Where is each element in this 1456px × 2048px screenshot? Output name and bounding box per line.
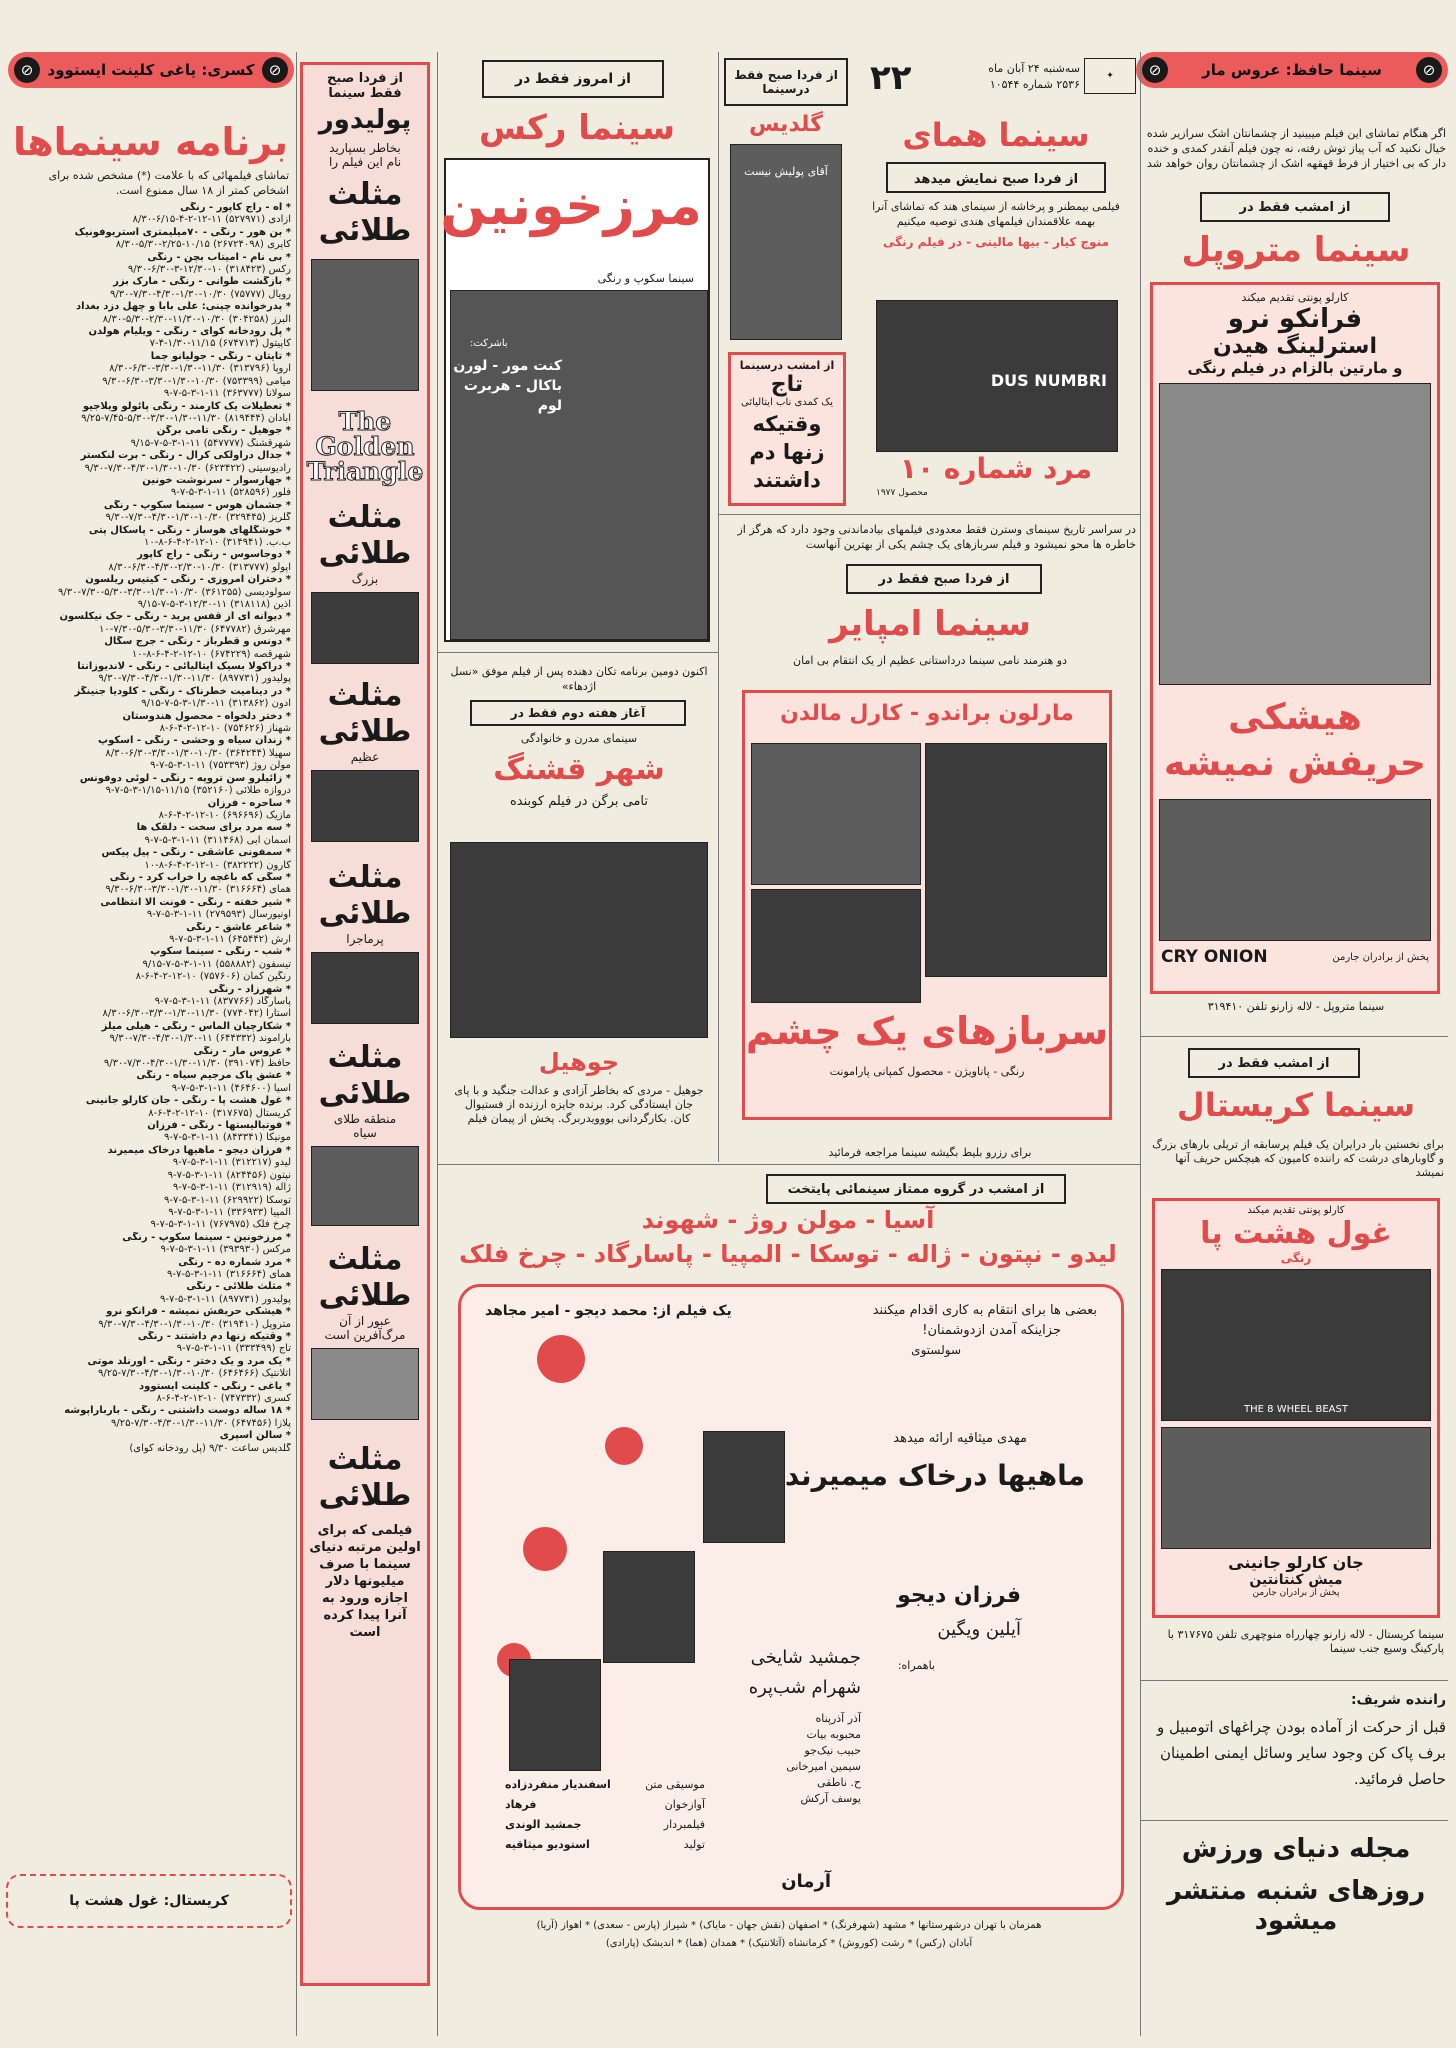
film-entry: * دیوانه ای از قفس پرید - رنگی - جک نیکلسون — [59, 611, 291, 623]
credit-role: فیلمبردار — [663, 1818, 705, 1831]
polidor-title-2: مثلث طلائی — [318, 500, 412, 571]
crystal-photo-truck — [1161, 1269, 1431, 1421]
film-entry: * یک مرد و یک دختر - رنگی - اورنلد موتی — [87, 1355, 291, 1367]
showtime-entry: شهرقشنگ (۵۴۷۷۷۷) ۱۱-۱-۳-۵-۷-۹/۱۵ — [130, 437, 291, 449]
rex-cast-label: باشرکت: — [470, 338, 508, 349]
polidor-from-tomorrow: از فردا صبح — [327, 71, 403, 86]
shahr-film: جوهیل — [538, 1048, 620, 1076]
polidor-ad — [300, 62, 430, 1986]
showtime-entry: مونیکا (۸۴۳۳۴۱) ۱۱-۱-۳-۵-۷-۹ — [164, 1132, 291, 1144]
sport-line-2: روزهای شنبه منتشر میشود — [1166, 1876, 1426, 1936]
taj-genre: یک کمدی ناب ایتالیائی — [741, 397, 833, 408]
showtime-entry: آتلانتیک (۶۴۶۴۶۶) ۱۰/۳۰-۱/۳۰-۴/۳۰-۷/۳۰-۹/۲۵ — [98, 1368, 291, 1380]
showtime-entry: مهرشرق (۶۴۷۷۸۲) ۱۱/۳۰-۳/۳۰-۵/۳۰-۷/۳۰-۱۰ — [98, 623, 291, 635]
polidor-caption-great: عظیم — [350, 750, 380, 764]
homa-desc: فیلمی بیمطنر و پرخاشه از سینمای هند که تماشای آنرا بهمه علاقمندان فیلمهای هندی توصیه میکنیم — [872, 200, 1120, 228]
credit-row — [505, 1775, 705, 1795]
polidor-photo-1 — [311, 259, 419, 391]
goldis-banner — [724, 58, 848, 106]
metropol-address: سینما متروپل - لاله زارنو تلفن ۳۱۹۴۱۰ — [1207, 1000, 1385, 1013]
rule-10 — [1140, 1820, 1448, 1821]
polidor-title-3: مثلث طلائی — [318, 678, 412, 749]
fish-star-1: فرزان دیجو — [897, 1583, 1021, 1608]
film-entry: * ۱۸ ساله دوست داشتنی - رنگی - بارباراپوشه — [64, 1405, 291, 1417]
film-entry: * بن هور - رنگی - ۷۰میلیمتری استریوفونیک — [74, 226, 291, 238]
showtime-entry: مازیک (۶۹۶۶۹۶) ۱۰-۱۲-۲-۴-۶-۸ — [158, 809, 291, 821]
homa-banner: از فردا صبح نمایش میدهد — [913, 172, 1079, 187]
fish-quote-3: سولستوی — [911, 1343, 961, 1357]
film-entry: * ساحره - فرزان — [207, 797, 291, 809]
right-banner — [1136, 52, 1448, 88]
crystal-presenter: کارلو پونتی تقدیم میکند — [1247, 1205, 1345, 1216]
showtime-entry: فلور (۵۲۸۵۹۶) ۱۱-۱-۳-۵-۷-۹ — [170, 487, 291, 499]
film-entry: * مرد شماره ده - رنگی — [178, 1256, 291, 1268]
film-entry: * جوهیل - رنگی تامی برگن — [156, 425, 291, 437]
credit-name: استودیو میثاقیه — [505, 1838, 590, 1851]
icon-circle-right-2: ⊘ — [1416, 57, 1442, 83]
showtime-entry: گلریز (۳۲۹۴۴۵) ۱۰/۳۰-۱/۳۰-۴/۳۰-۷/۳۰-۹/۳۰ — [105, 512, 291, 524]
empire-poster — [742, 690, 1112, 1120]
showtime-entry: رکس (۳۱۸۴۲۳) ۱۰-۱۲/۳۰-۳-۶/۳۰-۹/۳۰ — [127, 264, 291, 276]
metropol-banner: از امشب فقط در — [1239, 199, 1351, 215]
shahr-banner: آغاز هفته دوم فقط در — [510, 706, 646, 720]
film-entry: * مرزخونین - سینما سکوپ - رنگی — [122, 1231, 291, 1243]
cinema-list-footer — [6, 1874, 292, 1928]
crystal-intro: برای نخستین بار درایران یک فیلم پرسابقه از تریلی بارهای بزرگ و گاوبارهای درشت که راننده کامیون که هیچکس حریف آنها نمیشد — [1152, 1138, 1444, 1179]
taj-banner: از امشب درسینما — [739, 359, 835, 372]
fish-ad — [458, 1284, 1124, 1910]
film-entry: * عشق پاک مرجیم سیاه - رنگی — [136, 1070, 291, 1082]
rule-9 — [1140, 1680, 1448, 1681]
taj-cinema: تاج — [770, 372, 804, 397]
cinema-list-footer-text: کریستال: غول هشت پا — [69, 1893, 229, 1909]
empire-stars: مارلون براندو - کارل مالدن — [780, 701, 1074, 726]
fish-photo-figure — [509, 1659, 601, 1771]
rex-banner — [482, 60, 664, 98]
driver-notice — [1146, 1692, 1446, 1802]
credit-name: اسفندیار منفردزاده — [505, 1778, 611, 1791]
crystal-star-2: میش کنتانتین — [1249, 1572, 1343, 1588]
polidor-title-7: مثلث طلائی — [318, 1442, 412, 1513]
showtime-entry: کارون (۳۸۲۲۲۲) ۱۰-۱۲-۲-۴-۶-۸-۱۰ — [144, 859, 291, 871]
support-actor: ح. ناطقی — [817, 1776, 861, 1789]
fish-studio: آرمان — [781, 1871, 831, 1892]
empire-photo-fight — [751, 889, 921, 1003]
film-entry: * فرزان دیجو - ماهیها درخاک میمیرند — [107, 1144, 291, 1156]
film-entry: * شیر خفته - رنگی - فونت الا انتظامی — [100, 896, 291, 908]
polidor-caption-adventure: پرماجرا — [346, 932, 384, 946]
icon-circle-left-2: ⊘ — [1142, 57, 1168, 83]
support-actor: سیمین امیرخانی — [786, 1760, 861, 1773]
shahr-sub: سینمای مدرن و خانوادگی — [520, 732, 638, 745]
fish-splash-3 — [523, 1527, 567, 1571]
crystal-banner: از امشب فقط در — [1218, 1055, 1330, 1071]
rule-4 — [1140, 52, 1141, 2036]
metropol-intro: اگر هنگام تماشای این فیلم میبینید از چشمانتان اشک سرازیر شده خیال نکنید که آب پیاز توش رفته، نه چون فیلم آنقدر کمدی و خنده دار که بی اختیار از فرط قهقهه اشک از چشمانتان روان خواهد شد — [1146, 127, 1446, 170]
support-actor: حبیب نیک‌جو — [804, 1744, 861, 1757]
rex-film: مرزخونین — [440, 174, 702, 237]
goldis-banner-2: درسینما — [762, 82, 810, 96]
film-entry: * زندان سیاه و وحشی - رنگی - اسکوپ — [98, 735, 291, 747]
fish-presents: مهدی میثاقیه ارائه میدهد — [893, 1431, 1027, 1446]
showtime-entry: البرز (۳۰۴۲۵۸) ۱۰/۳۰-۱۱/۳۰-۲/۳۰-۵/۳۰-۸/۳۰ — [102, 313, 291, 325]
cinema-list-column — [8, 118, 293, 2038]
metropol-photo-cowboy — [1159, 383, 1431, 685]
film-entry: * دختر دلخواه - محصول هندوستان — [122, 710, 291, 722]
goldis-banner-1: از فردا صبح فقط — [734, 68, 838, 82]
crystal-english-title: THE 8 WHEEL BEAST — [1244, 1404, 1348, 1415]
credit-name: فرهاد — [505, 1798, 537, 1811]
metropol-banner-box — [1200, 192, 1390, 222]
metropol-star-2: استرلینگ هیدن — [1213, 334, 1377, 359]
taj-film: وقتیکه زنها دم داشتند — [749, 412, 825, 492]
goldis-poster — [730, 144, 842, 340]
rex-cast: کنت مور - لورن باکال - هربرت لوم — [453, 358, 562, 414]
homa-ad — [856, 116, 1136, 506]
showtime-entry: همای (۳۱۶۶۶۴) ۱۱/۳۰-۱/۳۰-۳/۳۰-۶/۳۰-۹/۳۰ — [105, 884, 291, 896]
film-entry: * بی نام - امیتاب بچن - رنگی — [147, 251, 291, 263]
showtime-entry: ژاله (۳۱۲۹۱۹) ۱۱-۱-۳-۵-۷-۹ — [172, 1182, 291, 1194]
film-entry: * سگی که باغچه را خراب کرد - رنگی — [109, 871, 291, 883]
fish-photo-woman — [603, 1551, 695, 1663]
film-entry: * شهرزاد - رنگی — [208, 983, 291, 995]
film-entry: * خوشگلهای هوساز - رنگی - پاسکال پتی — [88, 524, 291, 536]
crystal-banner-box — [1188, 1048, 1360, 1078]
cinema-list-title: برنامه سینماها — [13, 120, 288, 164]
shahr-star: تامی برگن در فیلم کوبنده — [509, 794, 649, 809]
showtime-entry: متروپل (۳۱۹۴۱۰) ۱۰/۳۰-۱/۳۰-۴/۳۰-۷/۳۰-۹/۳۰ — [98, 1318, 291, 1330]
fish-with-label: باهمراه: — [897, 1659, 935, 1672]
rex-cinema: سینما رکس — [479, 108, 675, 148]
credit-row — [505, 1795, 705, 1815]
credit-name: جمشید الوندی — [505, 1818, 582, 1831]
fish-support-list — [741, 1711, 861, 1807]
showtime-entry: پولیدور (۸۹۷۷۳۱) ۱۱/۳۰-۱/۳۰-۴/۳۰-۷/۳۰-۹/۳۰ — [98, 673, 291, 685]
showtime-entry: سولانا (۳۶۳۷۷۷) ۱۱-۱-۳-۵-۷-۹ — [163, 388, 291, 400]
showtime-entry: شهرقصه (۶۷۴۲۲۹) ۱۰-۱۲-۲-۴-۶-۸-۱۰ — [131, 648, 291, 660]
film-entry: * عروس مار - رنگی — [193, 1045, 291, 1057]
showtime-entry: حافظ (۳۹۱۰۷۴) ۱۱/۳۰-۱/۳۰-۴/۳۰-۷/۳۰-۹/۳۰ — [103, 1058, 291, 1070]
showtime-entry: مرکس (۳۹۳۹۳۰) ۱۱-۱-۳-۵-۷-۹ — [160, 1244, 291, 1256]
film-entry: * پدرخوانده چینی: علی بابا و چهل دزد بغداد — [76, 301, 291, 313]
fish-splash-2 — [605, 1427, 643, 1465]
showtime-entry: آپولو (۳۱۳۷۷۷) ۱۰/۳۰-۲/۳۰-۴/۳۰-۶/۳۰-۸/۳۰ — [108, 561, 291, 573]
film-entry: * زائیلرو سن تروپه - رنگی - لوئی دوفونس — [79, 772, 291, 784]
film-entry: * یاغی - رنگی - کلینت ایستوود — [138, 1380, 291, 1392]
polidor-photo-6 — [311, 1348, 419, 1420]
homa-credits: منوج کیار - بیها مالینی - در فیلم رنگی — [882, 235, 1110, 249]
showtime-entry: گلدیس ساعت ۹/۳۰ (پل رودخانه کوای) — [129, 1442, 291, 1454]
polidor-cinema-name: پولیدور — [318, 105, 412, 135]
showtime-entry: پولیدور (۸۹۷۷۳۱) ۱۱-۱-۳-۵-۷-۹ — [159, 1293, 291, 1305]
empire-producer: رنگی - پاناویژن - محصول کمپانی پارامونت — [829, 1065, 1025, 1078]
crystal-poster — [1152, 1198, 1440, 1618]
polidor-caption-passage-1: عبور از آن — [339, 1314, 391, 1328]
showtime-entry: باراموند (۶۴۴۳۳۲) ۱۱-۱/۳۰-۴/۳۰-۷/۳۰-۹/۳۰ — [109, 1033, 291, 1045]
empire-cinema: سینما امپایر — [829, 604, 1031, 644]
polidor-photo-3 — [311, 770, 419, 842]
showtime-entry: میامی (۷۵۳۳۹۹) ۱۰/۳۰-۱/۳۰-۳/۳۰-۶/۳۰-۹/۳۰ — [102, 375, 291, 387]
film-entry: * بازگشت طوانی - رنگی - مارک بزر — [113, 276, 291, 288]
film-entry: * سه مرد برای سخت - دلقک ها — [136, 822, 291, 834]
showtime-entry: تیسفون (۵۵۸۸۸۲) ۱۱-۱-۳-۵-۷-۹/۱۵ — [142, 958, 291, 970]
crystal-cinema: سینما کریستال — [1176, 1086, 1416, 1124]
empire-banner-box — [846, 564, 1042, 594]
homa-note: محصول ۱۹۷۷ — [876, 488, 928, 498]
film-entry: * دراکولا بسیک ایتالیائی - رنگی - لاندیوزانتا — [77, 661, 291, 673]
showtime-entry: المپیا (۳۳۶۹۳۳) ۱۱-۱-۳-۵-۷-۹ — [168, 1206, 291, 1218]
showtime-entry: ب.ب. (۳۱۴۹۴۱) ۱۰-۱۲-۲-۴-۶-۸-۱۰ — [144, 536, 291, 548]
film-entry: * مثلث طلائی - رنگی — [186, 1281, 291, 1293]
film-entry: * شاعر عاشق - رنگی — [186, 921, 291, 933]
showtime-entry: کاپیتول (۶۷۴۷۱۳) ۱۱/۱۵-۱/۳۰-۴-۷ — [149, 338, 291, 350]
fish-splash-1 — [537, 1335, 585, 1383]
shahr-banner-box — [470, 700, 686, 726]
showtime-entry: آبادان (۸۱۹۴۴۴) ۱۱/۳۰-۱/۳۰-۳/۳۰-۵/۳۰-۷/۴۵-۹/۲۵ — [81, 412, 291, 424]
showtime-entry: آسیا (۴۶۴۶۰۰) ۱۱-۱-۳-۵-۷-۹ — [171, 1082, 291, 1094]
polidor-photo-4 — [311, 952, 419, 1024]
credit-row — [505, 1815, 705, 1835]
rule-1 — [296, 52, 297, 2036]
showtime-entry: رویال (۷۵۷۷۷) ۱۰/۳۰-۱/۳۰-۴/۳۰-۷/۳۰-۹/۳۰ — [109, 288, 291, 300]
empire-film: سربازهای یک چشم — [745, 1009, 1109, 1053]
showtime-entry: تاج (۳۳۳۴۹۹) ۱۱-۱-۳-۵-۷-۹ — [176, 1343, 291, 1355]
shahr-photo — [450, 842, 708, 1038]
empire-intro: در سراسر تاریخ سینمای وسترن فقط معدودی فیلمهای بیادماندنی وجود دارد که هرگز از خاطره ها محو نمیشود و فیلم سربازهای یک چشم یکی از بهترین آنهاست — [737, 523, 1136, 551]
showtime-entry: سهیلا (۳۶۴۲۴۴) ۱۰/۳۰-۱/۳۰-۳/۳۰-۶/۳۰-۸/۳۰ — [105, 747, 291, 759]
empire-photo-brando — [751, 743, 921, 885]
right-banner-text: سینما حافظ: عروس مار — [1202, 61, 1382, 79]
driver-body: قبل از حرکت از آماده بودن چراغهای اتومبیل و برف پاک کن وجود سایر وسائل ایمنی اطمینان حاصل فرمائید. — [1157, 1718, 1446, 1788]
polidor-title-4: مثلث طلائی — [318, 860, 412, 931]
showtime-entry: شهناز (۷۵۴۶۲۶) ۱۰-۱۲-۲-۴-۶-۸ — [159, 723, 291, 735]
showtime-entry: آسمان آبی (۳۱۱۴۶۸) ۱۱-۱-۳-۵-۷-۹ — [144, 834, 291, 846]
showtime-entry: پاسارگاد (۸۳۷۷۶۶) ۱۱-۱-۳-۵-۷-۹ — [154, 996, 291, 1007]
credit-role: تولید — [683, 1838, 705, 1851]
film-entry: * جدال دراولکی کرال - رنگی - برت لنکستر — [80, 450, 291, 462]
support-actor: آذر آذرپناه — [815, 1712, 861, 1725]
fish-footer-1: همزمان با تهران درشهرستانها * مشهد (شهرفرنگ) * اصفهان (نقش جهان - مایاک) * شیراز (پارس - سعدی) * اهواز (آریا) — [536, 1920, 1042, 1931]
issue-header — [860, 58, 1140, 108]
metropol-english-title: CRY ONION — [1161, 947, 1268, 967]
film-entry: * سمفونی عاشقی - رنگی - پیل پیکس — [101, 847, 291, 859]
film-entry: * تعطیلات یک کارمند - رنگی پائولو ویلاجیو — [82, 400, 291, 412]
polidor-tagline-2: نام این فیلم را — [328, 155, 402, 169]
showtime-entry: کریستال (۳۱۷۶۷۵) ۱۰-۱۲-۲-۴-۶-۸ — [148, 1107, 291, 1119]
shahr-cinema: شهر قشنگ — [493, 752, 665, 787]
showtime-entry: همای (۳۱۶۶۶۴) ۱۱-۱-۳-۵-۷-۹ — [166, 1268, 291, 1280]
polidor-caption-zone-2: سیاه — [353, 1126, 377, 1140]
rule-3 — [718, 52, 719, 1162]
rule-6 — [718, 514, 1140, 515]
metropol-star-1: فرانکو نرو — [1227, 304, 1363, 334]
showtime-entry: رادیوسیتی (۶۲۳۴۲۲) ۱۰/۳۰-۱/۳۰-۴/۳۰-۷/۳۰-۹/۳۰ — [84, 462, 291, 474]
polidor-title-6: مثلث طلائی — [318, 1242, 412, 1313]
polidor-english-title: The Golden Triangle — [306, 407, 424, 486]
rex-format: سینما سکوپ و رنگی — [597, 272, 694, 285]
showtime-entry: لیدو (۳۱۲۲۱۷) ۱۱-۱-۳-۵-۷-۹ — [172, 1157, 291, 1169]
polidor-photo-2 — [311, 592, 419, 664]
fish-star-2: آیلین ویگین — [937, 1619, 1021, 1640]
film-entry: * دونس و قطرباز - رنگی - جرج سگال — [104, 636, 291, 648]
shahr-intro: اکنون دومین برنامه تکان دهنده پس از فیلم موفق «نسل اژدهاء» — [450, 665, 708, 693]
fish-footer-2: آبادان (رکس) * رشت (کوروش) * کرمانشاه (آتلانتیک) * همدان (هما) * اندیشک (پارادی) — [605, 1938, 973, 1949]
fish-credits-list — [505, 1775, 705, 1855]
showtime-entry: چرخ فلک (۷۶۷۹۷۵) ۱۱-۱-۳-۵-۷-۹ — [150, 1219, 291, 1231]
support-actor: یوسف آرکش — [800, 1792, 861, 1805]
fish-photo-man — [703, 1431, 785, 1543]
capital-banner-box — [766, 1174, 1066, 1204]
film-entry: * هیشکی حریفش نمیشه - فرانکو نرو — [106, 1306, 291, 1318]
polidor-title-1: مثلث طلائی — [318, 177, 412, 248]
empire-photo-horse — [925, 743, 1107, 977]
film-entry: * غول هشت پا - رنگی - جان کارلو جانینی — [85, 1095, 291, 1107]
icon-circle-left: ⊘ — [14, 57, 40, 83]
left-banner — [8, 52, 294, 88]
empire-booking: برای رزرو بلیط بگیشه سینما مراجعه فرمائید — [828, 1146, 1032, 1159]
film-entry: * شکارچیان الماس - رنگی - هیلی میلز — [101, 1020, 291, 1032]
film-entry: * آه - راج کاپور - رنگی — [180, 202, 291, 213]
film-entry: * فوتبالیستها - رنگی - فرزان — [147, 1120, 291, 1132]
showtime-entry: پلازا (۶۴۷۴۵۶) ۱۱/۳۰-۱/۳۰-۴/۳۰-۷/۳۰-۹/۲۵ — [111, 1417, 291, 1429]
crystal-distributor: پخش از برادران جارمن — [1252, 1588, 1340, 1598]
rex-banner-text: از امروز فقط در — [515, 71, 631, 87]
rule-8 — [1140, 1036, 1448, 1037]
polidor-caption-big: بزرگ — [351, 572, 379, 586]
rex-poster — [440, 158, 710, 642]
polidor-title-5: مثلث طلائی — [318, 1040, 412, 1111]
date-line: سه‌شنبه ۲۴ آبان ماه — [988, 62, 1080, 75]
polidor-photo-5 — [311, 1146, 419, 1226]
film-entry: * سالن اسپری — [219, 1430, 291, 1442]
showtime-entry: دروازه طلائی (۳۵۲۱۶۰) ۱۱/۱۵-۱/۱۵-۳-۵-۷-۹ — [105, 785, 291, 797]
capital-banner: از امشب در گروه ممتاز سینمائی پایتخت — [787, 1181, 1045, 1197]
capital-line-2: لیدو - نپتون - ژاله - توسکا - المپیا - پاسارگاد - چرخ فلک — [459, 1240, 1117, 1268]
homa-banner-box — [886, 162, 1106, 193]
crystal-star: جان کارلو جانینی — [1228, 1553, 1364, 1572]
crystal-photo-scene — [1161, 1427, 1431, 1549]
showtime-entry: اونیورسال (۲۷۹۵۹۳) ۱۱-۱-۳-۵-۷-۹ — [146, 909, 291, 921]
film-entry: * در دینامیت خطرناک - رنگی - کلودیا جنینگز — [74, 685, 291, 697]
support-actor: محبوبه بیات — [806, 1728, 861, 1741]
showtime-entry: آستارا (۷۷۴۰۴۲) ۱۱/۳۰-۱/۳۰-۳/۳۰-۶/۳۰-۸/۳۰ — [102, 1008, 291, 1020]
credit-role: آوازخوان — [664, 1798, 705, 1811]
showtime-entry: سولودیسی (۳۶۱۲۵۵) ۱۰/۳۰-۱/۳۰-۳/۳۰-۵/۳۰-۷/۳۰-۹/۳۰ — [58, 586, 291, 598]
cinema-list-entries — [8, 202, 293, 1455]
polidor-caption-passage-2: مرگ‌آفرین است — [324, 1328, 406, 1342]
driver-title: راننده شریف: — [1350, 1692, 1446, 1708]
sport-line-1: مجله دنیای ورزش — [1181, 1834, 1411, 1864]
showtime-entry: آذین (۳۱۸۱۱۸) ۱۱-۱۲/۳۰-۳-۵-۷-۹/۱۵ — [137, 599, 291, 610]
metropol-presenter: کارلو پونتی تقدیم میکند — [1241, 291, 1349, 304]
icon-circle-right: ⊘ — [262, 57, 288, 83]
homa-english-title: DUS NUMBRI — [990, 371, 1107, 390]
rule-2 — [437, 52, 438, 2036]
rule-5 — [437, 652, 718, 653]
homa-film: مرد شماره ۱۰ — [899, 452, 1093, 485]
taj-ad — [728, 352, 846, 506]
fish-star-4: شهرام شب‌پره — [748, 1677, 861, 1698]
metropol-film: هیشکی حریفش نمیشه — [1163, 697, 1426, 784]
showtime-entry: آزادی (۵۲۷۹۷۱) ۱۱-۱۲-۲-۴-۶/۱۵-۸/۳۰ — [132, 214, 291, 226]
capital-line-1: آسیا - مولن روژ - شهوند — [641, 1206, 935, 1234]
film-entry: * جشمان هوس - سینما سکوپ - رنگی — [103, 499, 291, 511]
credit-row — [505, 1835, 705, 1855]
issue-line: ۲۵۳۶ شماره ۱۰۵۴۴ — [989, 78, 1080, 91]
showtime-entry: رنگین کمان (۷۵۷۶۰۶) ۱۰-۱۲-۲-۴-۶-۸ — [135, 971, 291, 983]
polidor-bottom-text: فیلمی که برای اولین مرتبه دنیای سینما با صرف میلیونها دلار اجازه ورود به آنرا پیدا کرده است — [309, 1523, 421, 1640]
showtime-entry: نپتون (۸۲۴۴۵۶) ۱۱-۱-۳-۵-۷-۹ — [167, 1169, 291, 1181]
crystal-address: سینما کریستال - لاله زارنو چهارراه منوچهری تلفن ۳۱۷۶۷۵ با پارکینگ وسیع جنب سینما — [1167, 1628, 1444, 1655]
showtime-entry: اروپا (۳۱۳۷۹۶) ۱۱/۳۰-۱/۳۰-۳/۳۰-۶/۳۰-۸/۳۰ — [109, 363, 291, 375]
shahr-desc: جوهیل - مردی که بخاطر آزادی و عدالت جنگید و با پای جان ایستادگی کرد. برنده جایزه ارزنده از فستیوال کان. بکارگردانی بووویدربرگ. پخش از پیمان فیلم — [454, 1084, 704, 1125]
empire-banner: از فردا صبح فقط در — [878, 571, 1010, 587]
showtime-entry: آرش (۶۴۵۴۴۲) ۱۱-۱-۳-۵-۷-۹ — [169, 933, 291, 945]
fish-quote-2: جزاینکه آمدن ازدوشمنان! — [922, 1323, 1061, 1338]
polidor-only-cinema: فقط سینما — [328, 86, 402, 101]
film-entry: * شب - رنگی - سینما سکوپ — [150, 946, 291, 958]
film-entry: * وقتیکه زنها دم داشتند - رنگی — [137, 1330, 291, 1342]
fish-film: ماهیها درخاک میمیرند — [784, 1459, 1085, 1492]
page-number: ۲۲ — [870, 58, 912, 98]
fish-director: یک فیلم از: محمد دیجو - امیر مجاهد — [485, 1303, 732, 1319]
film-entry: * تایتان - رنگی - جولیانو جما — [150, 350, 291, 362]
goldis-cinema: گلدیس — [749, 112, 823, 137]
showtime-entry: کاپری (۲۶۷۲۴۰۹۸) ۱۰/۱۵-۲/۲۵-۵/۳۰-۸/۳۰ — [115, 239, 291, 251]
film-entry: * دوجاسوس - رنگی - راج کاپور — [137, 549, 291, 561]
homa-cinema: سینما همای — [902, 116, 1090, 154]
film-entry: * دختران امروزی - رنگی - کیتیس ریلسون — [85, 574, 291, 586]
empire-desc: دو هنرمند نامی سینما درداستانی عظیم از یک انتقام بی امان — [793, 654, 1067, 667]
metropol-poster — [1150, 282, 1440, 994]
homa-photo — [876, 300, 1118, 452]
showtime-entry: کسری (۷۴۷۳۳۲) ۱۰-۱۲-۲-۴-۶-۸ — [156, 1393, 291, 1404]
film-entry: * پل رودخانه کوای - رنگی - ویلیام هولدن — [88, 326, 291, 338]
newspaper-logo: ✦ — [1084, 58, 1136, 94]
crystal-tag: رنگی — [1280, 1251, 1312, 1265]
showtime-entry: توسکا (۶۲۹۹۲۲) ۱۱-۱-۳-۵-۷-۹ — [164, 1194, 291, 1206]
crystal-film: غول هشت پا — [1200, 1216, 1392, 1251]
metropol-star-3: و مارتین بالزام در فیلم رنگی — [1187, 359, 1403, 377]
metropol-distributor: پخش از برادران جارمن — [1332, 951, 1429, 963]
polidor-caption-zone-1: منطقه طلای — [333, 1112, 397, 1126]
fish-quote-1: بعضی ها برای انتقام به کاری اقدام میکنند — [872, 1303, 1097, 1318]
film-entry: * جهارسوار - سرنوشت خونین — [142, 474, 291, 486]
fish-star-3: جمشید شایخی — [750, 1647, 861, 1668]
showtime-entry: ادون (۳۱۳۸۶۲) ۱۱-۱/۳۰-۳-۵-۷-۹/۱۵ — [141, 698, 291, 710]
left-banner-text: کسری: یاغی کلینت ایستوود — [47, 61, 255, 79]
metropol-cinema: سینما متروپل — [1181, 230, 1411, 270]
metropol-photo-scene — [1159, 799, 1431, 941]
sport-notice — [1146, 1834, 1446, 1954]
goldis-poster-text: آقای پولیش نیست — [744, 165, 828, 178]
showtime-entry: مولن روژ (۷۵۳۳۹۳) ۱۱-۱-۳-۵-۷-۹ — [150, 760, 291, 772]
cinema-list-intro: تماشای فیلمهائی که با علامت (*) مشخص شده برای اشخاص کمتر از ۱۸ سال ممنوع است. — [48, 169, 289, 197]
credit-role: موسیقی متن — [645, 1778, 705, 1791]
rule-7 — [437, 1164, 1140, 1165]
polidor-tagline-1: بخاطر بسپارید — [329, 141, 401, 155]
